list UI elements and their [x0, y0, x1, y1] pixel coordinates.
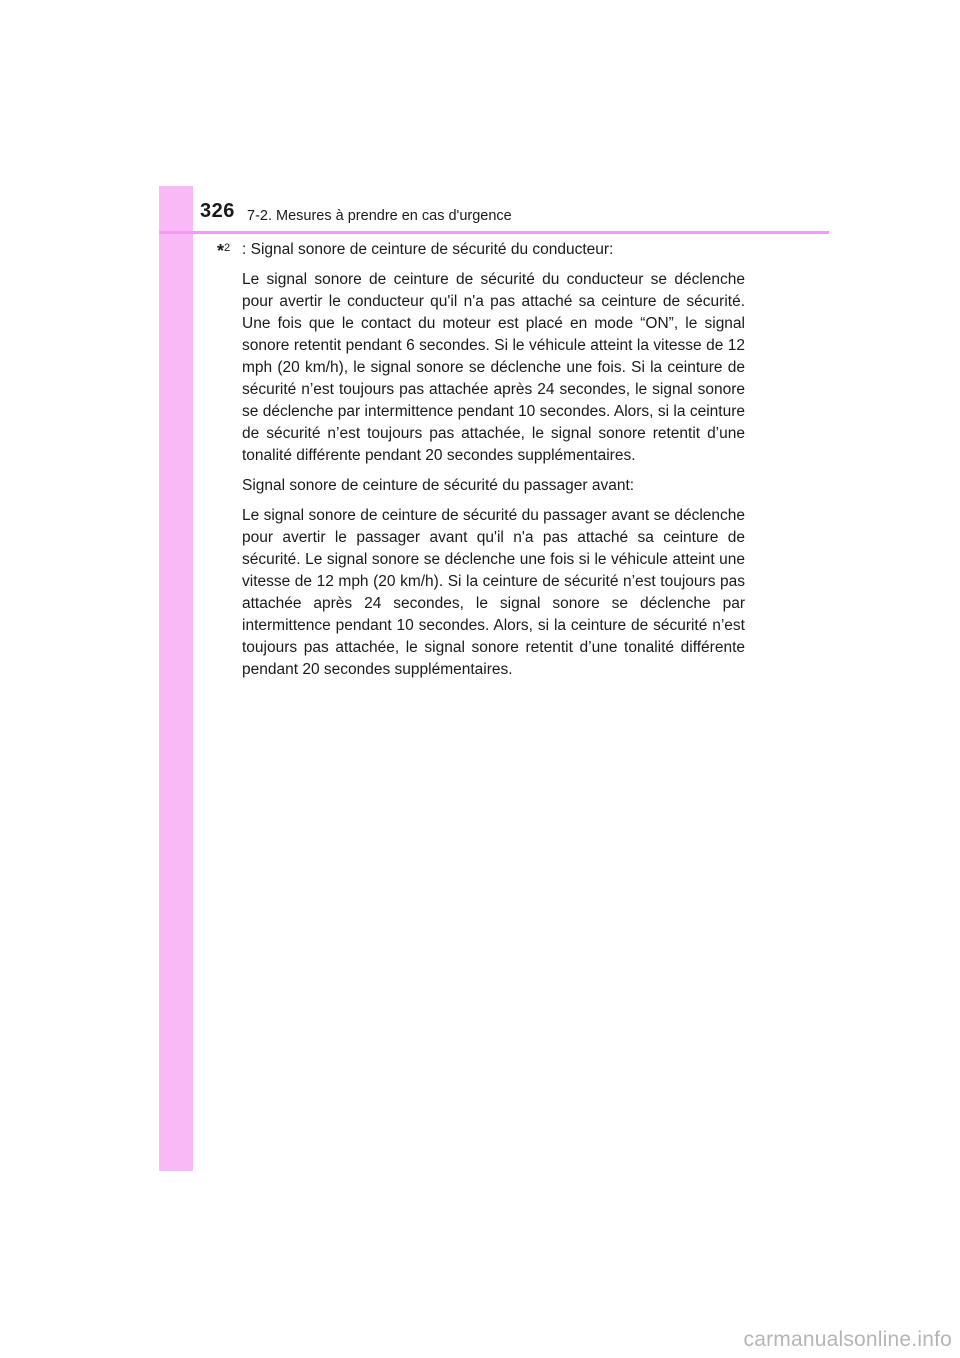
watermark: carmanualsonline.info — [743, 1328, 952, 1351]
passenger-heading: Signal sonore de ceinture de sécurité du passager avant: — [242, 477, 635, 494]
side-color-strip — [159, 186, 193, 1171]
passenger-paragraph: Le signal sonore de ceinture de sécurité du passager avant se déclenche pour avertir le passager avant qu'il n'a pas attaché sa ceinture de sécurité. Le signal sonore se déclenche une fois si le véhicule atteint une vitesse de 12 mph (20 km/h). Si la ceinture de sécurité n’est toujours pas attachée après 24 secondes, le signal sonore se déclenche par intermittence pendant 10 secondes. Alors, si la ceinture de sécurité n’est toujours pas attachée, le signal sonore retentit d’une tonalité différente pendant 20 secondes supplémentaires. — [242, 507, 745, 678]
section-title: 7-2. Mesures à prendre en cas d'urgence — [247, 208, 512, 224]
header-rule — [159, 231, 829, 234]
note-heading-text: : Signal sonore de ceinture de sécurité du conducteur: — [242, 241, 614, 258]
note-number: 2 — [224, 242, 231, 254]
page-number: 326 — [200, 200, 235, 222]
note-heading — [217, 239, 745, 261]
note-marker — [217, 237, 230, 262]
page-content — [217, 239, 745, 689]
driver-paragraph: Le signal sonore de ceinture de sécurité du conducteur se déclenche pour avertir le conducteur qu'il n'a pas attaché sa ceinture de sécurité. Une fois que le contact du moteur est placé en mode “ON”, le signal sonore retentit pendant 6 secondes. Si le véhicule atteint la vitesse de 12 mph (20 km/h), le signal sonore se déclenche une fois. Si la ceinture de sécurité n’est toujours pas attachée après 24 secondes, le signal sonore se déclenche par intermittence pendant 10 secondes. Alors, si la ceinture de sécurité n’est toujours pas attachée, le signal sonore retentit d’une tonalité différente pendant 20 secondes supplémentaires. — [242, 271, 745, 464]
asterisk: * — [217, 241, 225, 261]
